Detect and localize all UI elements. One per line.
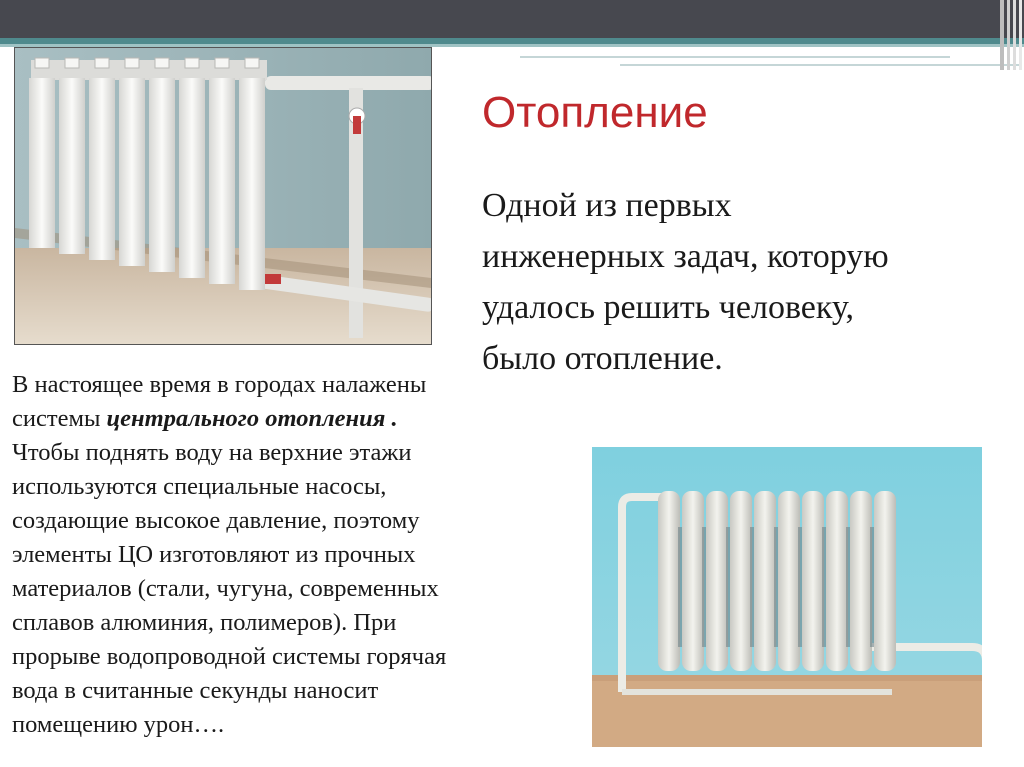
body-line-suffix: . [385,405,398,432]
body-line-emphasis [12,402,582,436]
intro-line: инженерных задач, которую [482,238,889,275]
decor-line [620,64,1020,66]
radiator-photo-bottom [592,447,982,747]
central-heating-term: центрального отопления [106,405,386,432]
intro-line: было отопление. [482,340,723,377]
cast-iron-radiator-image [592,447,982,747]
aluminum-radiator-image [15,48,431,344]
body-line: помещению урон…. [12,711,225,738]
corner-decoration [998,0,1024,70]
intro-line: удалось решить человеку, [482,289,855,326]
body-line: Чтобы поднять воду на верхние этажи [12,439,412,466]
body-line: материалов (стали, чугуна, современных [12,575,439,602]
body-paragraph [12,368,582,742]
radiator-photo-top [14,47,432,345]
header-bar [0,0,1024,38]
body-line: вода в считанные секунды наносит [12,677,379,704]
body-line-prefix: системы [12,405,107,432]
intro-paragraph [482,180,1022,384]
body-line: создающие высокое давление, поэтому [12,507,420,534]
body-line: В настоящее время в городах налажены [12,371,427,398]
body-line: элементы ЦО изготовляют из прочных [12,541,416,568]
slide-title: Отопление [482,88,708,137]
decor-line [520,56,950,58]
intro-line: Одной из первых [482,187,732,224]
body-line: используются специальные насосы, [12,473,387,500]
body-line: прорыве водопроводной системы горячая [12,643,447,670]
body-line: сплавов алюминия, полимеров). При [12,609,397,636]
